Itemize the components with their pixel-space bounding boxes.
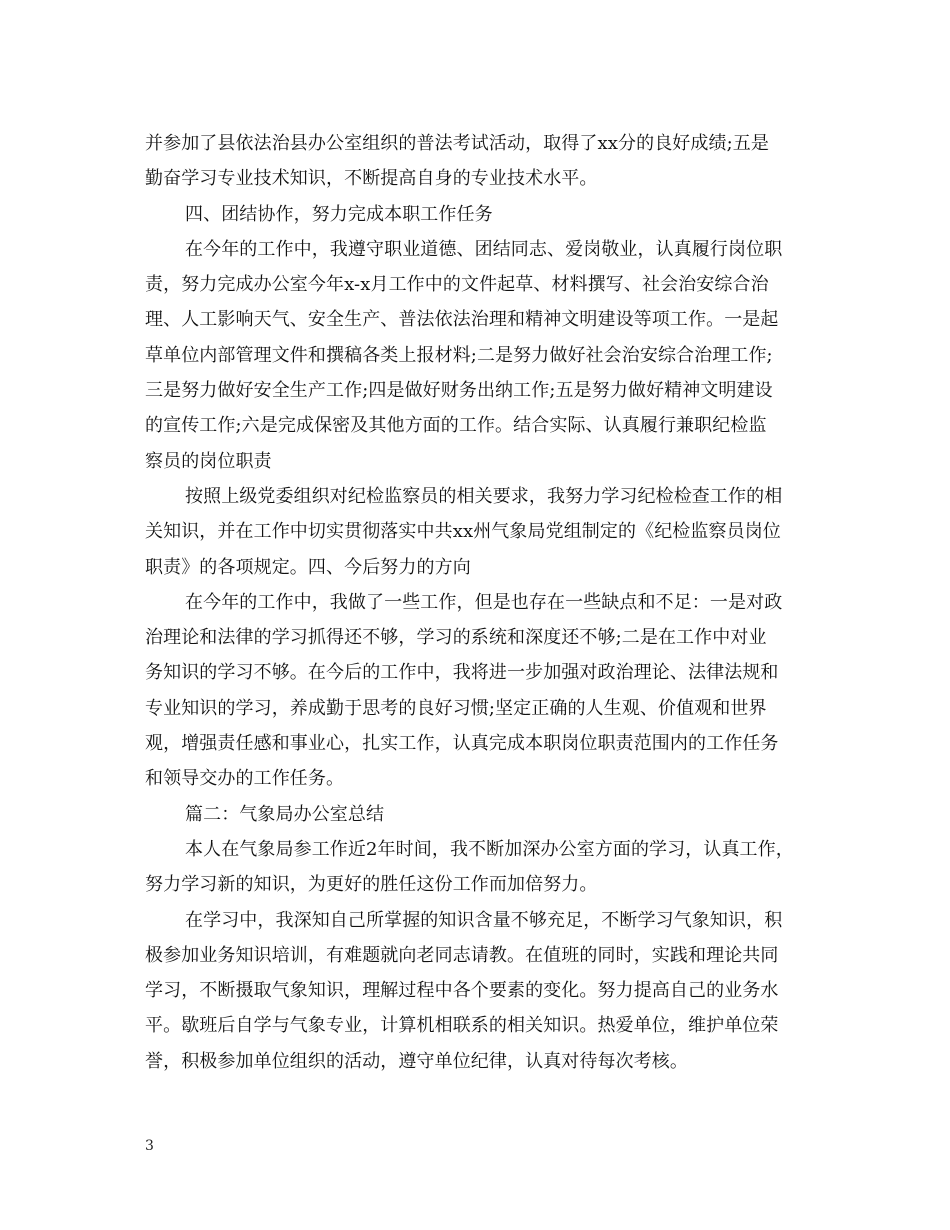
text-line: 的宣传工作;六是完成保密及其他方面的工作。结合实际、认真履行兼职纪检监: [145, 415, 767, 437]
text-line: 并参加了县依法治县办公室组织的普法考试活动，取得了xx分的良好成绩;五是: [145, 133, 769, 154]
text-line: 学习，不断摄取气象知识，理解过程中各个要素的变化。努力提高自己的业务水: [145, 980, 779, 1002]
text-line: 誉，积极参加单位组织的活动，遵守单位纪律，认真对待每次考核。: [145, 1050, 688, 1072]
text-line: 务知识的学习不够。在今后的工作中，我将进一步加强对政治理论、法律法规和: [145, 662, 779, 684]
text-line: 在今年的工作中，我遵守职业道德、团结同志、爱岗敬业，认真履行岗位职: [185, 238, 783, 260]
document-body: [145, 126, 805, 1079]
text-line: 努力学习新的知识，为更好的胜任这份工作而加倍努力。: [145, 874, 598, 896]
text-line: 按照上级党委组织对纪检监察员的相关要求，我努力学习纪检检查工作的相: [185, 485, 783, 507]
text-line: 草单位内部管理文件和撰稿各类上报材料;二是努力做好社会治安综合治理工作;: [145, 344, 773, 366]
section-heading: 四、团结协作，努力完成本职工作任务: [185, 203, 493, 225]
text-line: 三是努力做好安全生产工作;四是做好财务出纳工作;五是努力做好精神文明建设: [145, 380, 773, 402]
text-line: 责，努力完成办公室今年x-x月工作中的文件起草、材料撰写、社会治安综合治: [145, 274, 769, 296]
text-line: 极参加业务知识培训，有难题就向老同志请教。在值班的同时，实践和理论共同: [145, 944, 779, 966]
text-line: 治理论和法律的学习抓得还不够，学习的系统和深度还不够;二是在工作中对业: [145, 627, 767, 649]
page-number: 3: [145, 1138, 154, 1154]
text-line: 关知识，并在工作中切实贯彻落实中共xx州气象局党组制定的《纪检监察员岗位: [145, 521, 781, 543]
text-line: 专业知识的学习，养成勤于思考的良好习惯;坚定正确的人生观、价值观和世界: [145, 697, 767, 719]
text-line: 平。歇班后自学与气象专业，计算机相联系的相关知识。热爱单位，维护单位荣: [145, 1015, 779, 1037]
text-line: 和领导交办的工作任务。: [145, 768, 345, 790]
text-line: 本人在气象局参工作近2年时间，我不断加深办公室方面的学习，认真工作，: [185, 838, 794, 860]
text-line: 职责》的各项规定。四、今后努力的方向: [145, 556, 471, 578]
text-line: 观，增强责任感和事业心，扎实工作，认真完成本职岗位职责范围内的工作任务: [145, 733, 779, 755]
section-heading: 篇二：气象局办公室总结: [185, 803, 385, 825]
text-line: 在学习中，我深知自己所掌握的知识含量不够充足，不断学习气象知识，积: [185, 909, 783, 931]
text-line: 察员的岗位职责: [145, 450, 272, 472]
text-line: 理、人工影响天气、安全生产、普法依法治理和精神文明建设等项工作。一是起: [145, 309, 779, 331]
text-line: 勤奋学习专业技术知识，不断提高自身的专业技术水平。: [145, 168, 598, 190]
text-line: 在今年的工作中，我做了一些工作，但是也存在一些缺点和不足：一是对政: [185, 591, 783, 613]
